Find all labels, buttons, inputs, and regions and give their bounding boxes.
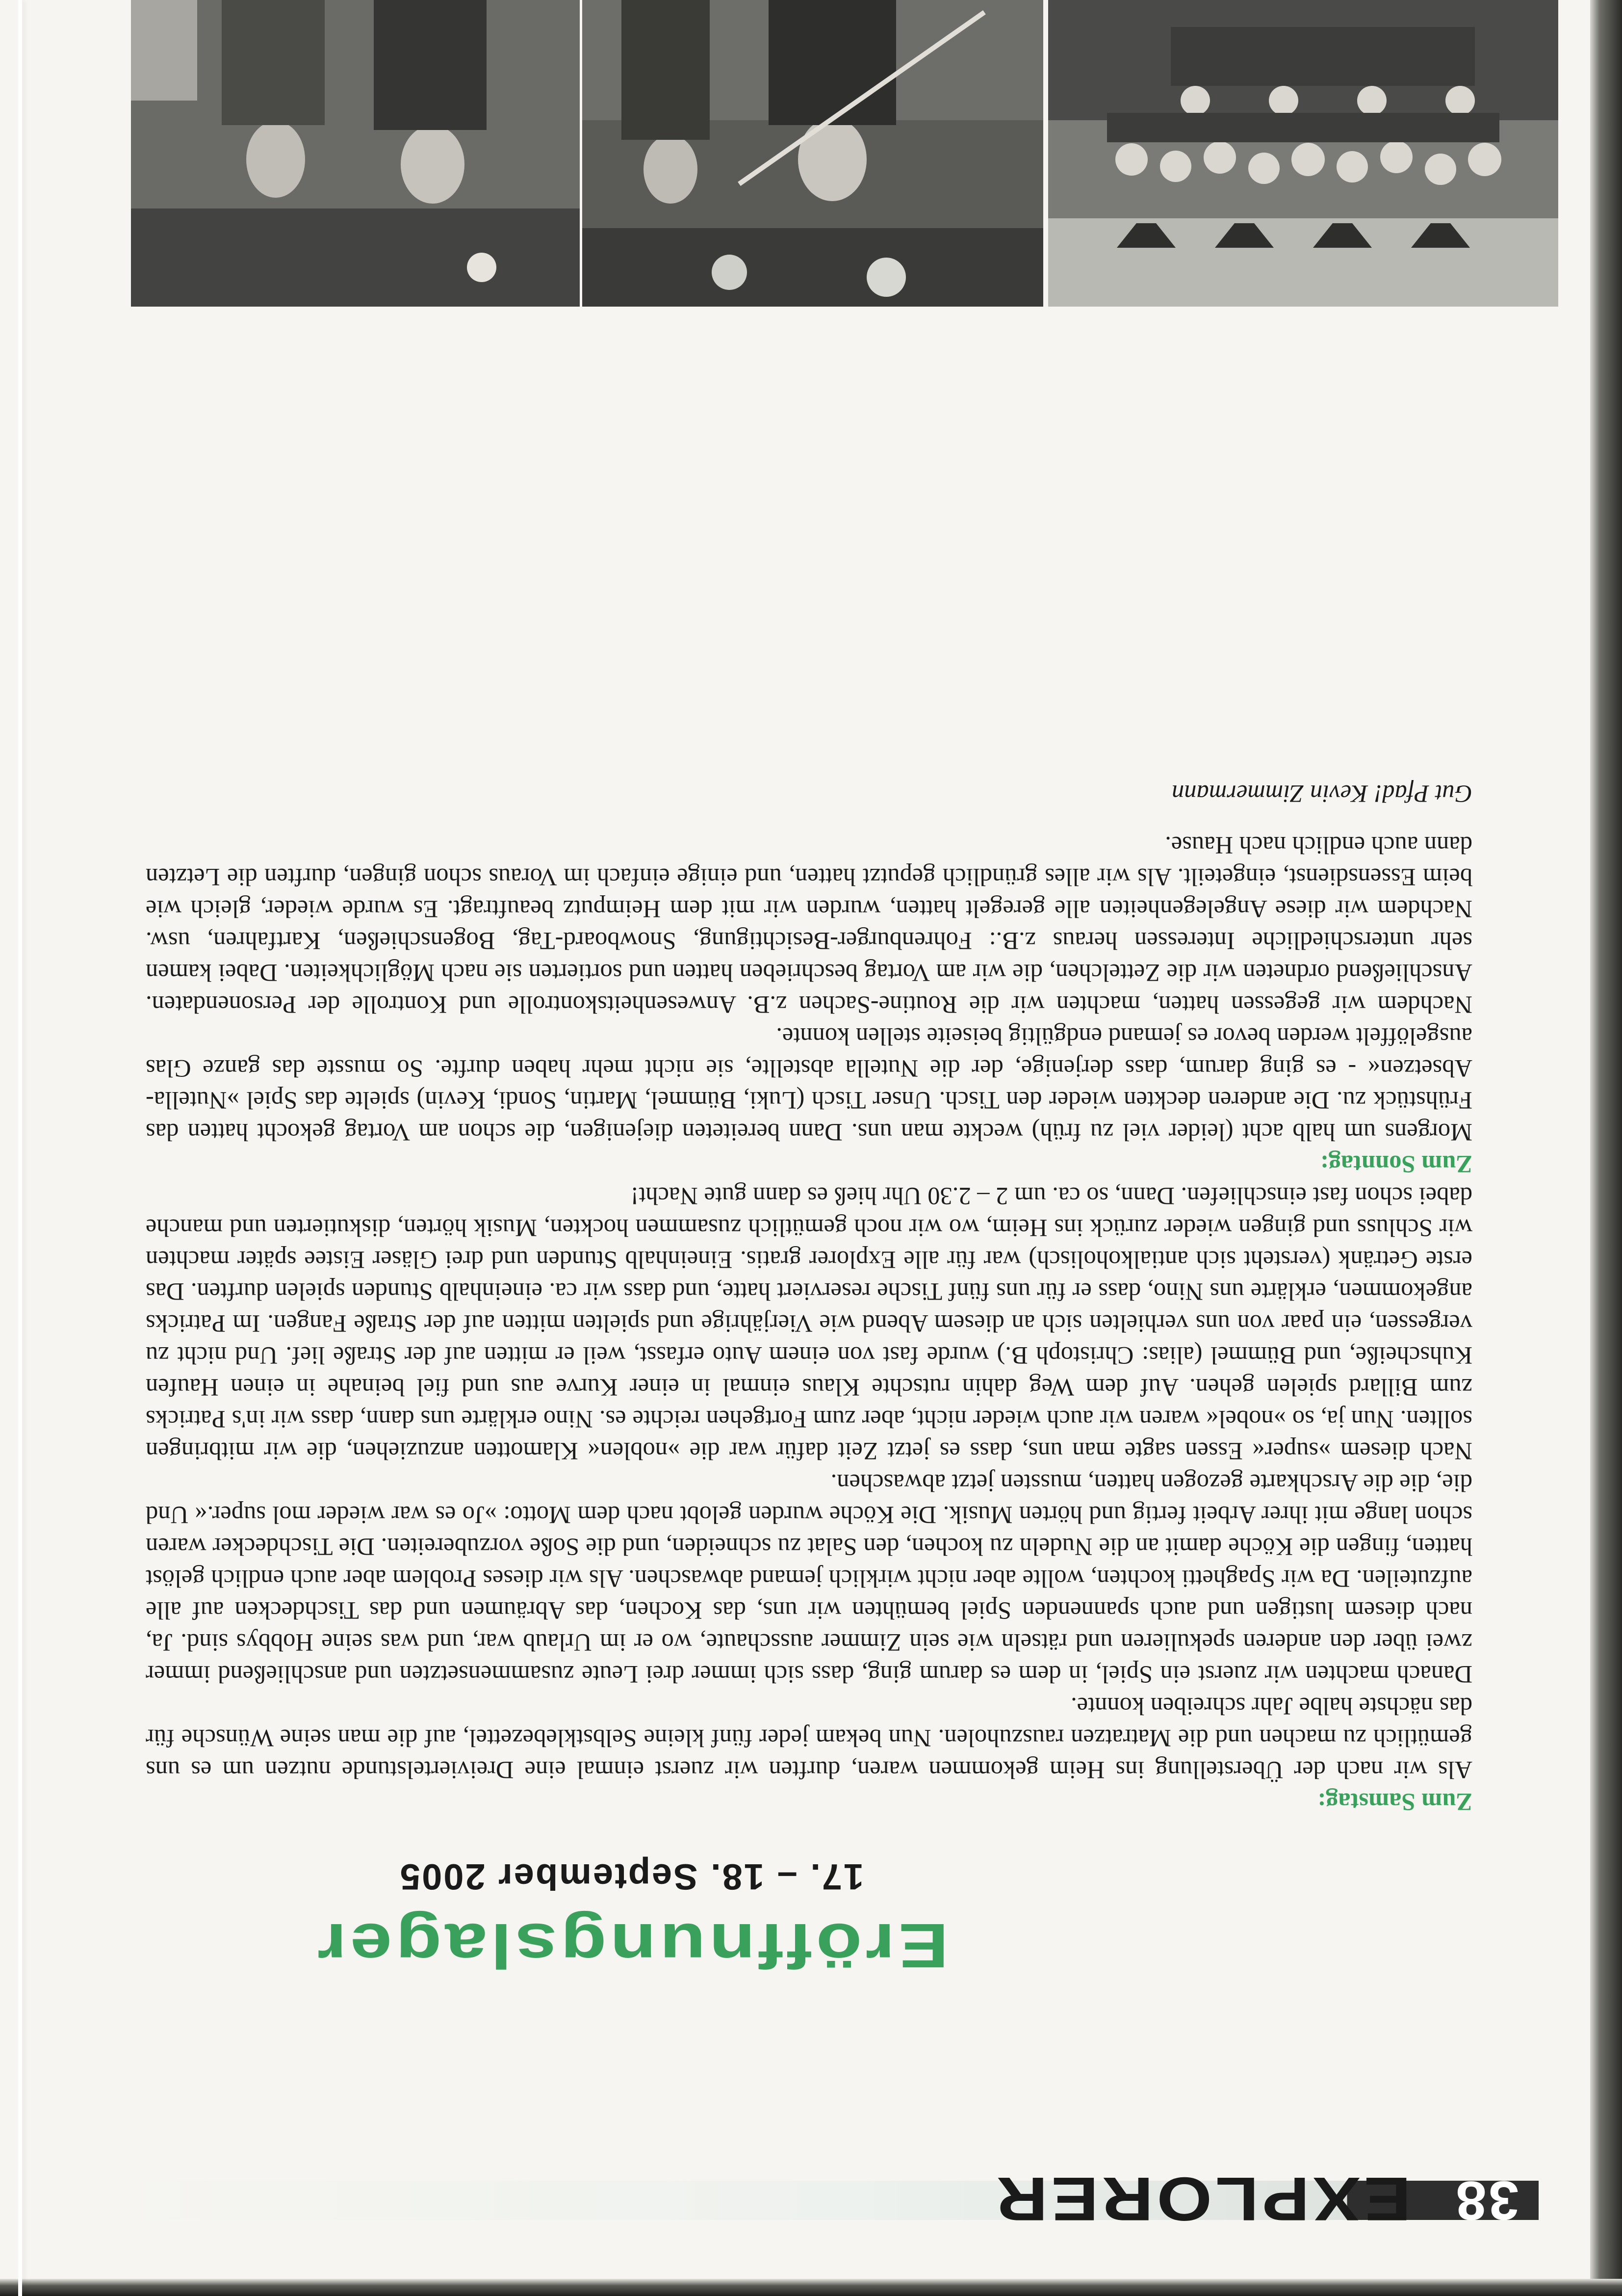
signature: Gut Pfad! Kevin Zimmermann	[1172, 780, 1472, 808]
section-heading: Zum Samstag:	[1317, 1788, 1472, 1816]
paragraph: Danach machten wir zuerst ein Spiel, in dem es darum ging, dass sich immer drei Leute zusammensetzten und anschließend immer zwei über den anderen spekulieren und rätseln wie sein Zimmer ausschaute, wo er im Urlaub war, und was seine Hobbys sind. Ja, nach diesem lustigen und auch spannenden Spiel bemühten wir uns, das Kochen, das Abräumen und das Tischdecken auf alle aufzuteilen. Da wir Spaghetti kochten, wollte aber nicht wirklich jemand abwaschen. Als wir dieses Problem aber auch endlich gelöst hatten, fingen die Köche damit an die Nudeln zu kochen, den Salat zu schneiden, und die Soße vorzubereiten. Die Tischdecker waren schon lange mit ihrer Arbeit fertig und hörten Musik. Die Köche wurden gelobt nach dem Motto: »Jo es war wieder mol super.« Und die, die die Arschkarte gezogen hatten, mussten jetzt abwaschen.	[146, 1469, 1472, 1688]
article-date: 17. – 18. September 2005	[398, 1856, 864, 1897]
paragraph: Nachdem wir gegessen hatten, machten wir die Routine-Sachen z.B. Anwesenheitskontrolle und Kontrolle der Personendaten. Anschließend ordneten wir die Zettelchen, die wir am Vortag beschrieben hatten und sortierten sie nach Möglichkeiten. Dabei kamen sehr unterschiedliche Interessen heraus z.B.: Fohrenburger-Besichtigung, Snowboard-Tag, Bogenschießen, Kartfahren, usw. Nachdem wir diese Angelegenheiten alle geregelt hatten, wurden wir mit dem Heimputz beauftragt. Es wurde wieder, gleich wie beim Essensdienst, eingeteilt. Als wir alles gründlich geputzt hatten, und einige einfach im Voraus schon gingen, durften die Letzten dann auch endlich nach Hause.	[146, 832, 1472, 1018]
book-spine-shadow	[1590, 0, 1622, 2296]
paragraph: Nach diesem »super« Essen sagte man uns, dass es jetzt Zeit dafür war die »noblen« Klamotten anzuziehen, die wir mitbringen sollten. Nun ja, so »nobel« waren wir auch wieder nicht, aber zum Fortgehen reichte es. Nino erklärte uns dann, dass wir in's Patricks zum Billard spielen gehen. Auf dem Weg dahin rutschte Klaus einmal in einer Kurve aus und fiel beinahe in einen Haufen Kuhscheiße, und Bümmel (alias: Christoph B.) wurde fast von einem Auto erfasst, weil er mitten auf der Straße lief. Und nicht zu vergessen, ein paar von uns verhielten sich an diesem Abend wie Vierjährige und spielten mitten auf der Straße Fangen. Im Patricks angekommen, erklärte uns Nino, dass er für uns fünf Tische reserviert hatte, und dass wir ca. eineinhalb Stunden spielen durften. Das erste Getränk (versteht sich antialkoholisch) war für alle Explorer gratis. Eineinhalb Stunden und drei Gläser Eistee später machten wir Schluss und gingen wieder zurück ins Heim, wo wir noch gemütlich zusammen hockten, Musik hörten, diskutierten und manche dabei schon fast einschliefen. Dann, so ca. um 2 – 2.30 Uhr hieß es dann gute Nacht!	[146, 1182, 1472, 1465]
paragraph: Als wir nach der Überstellung ins Heim gekommen waren, durften wir zuerst einmal eine Dreiviertelstunde nutzen um es uns gemütlich zu machen und die Matratzen rauszuholen. Nun bekam jeder fünf kleine Selbstklebezettel, auf die man seine Wünsche für das nächste halbe Jahr schreiben konnte.	[146, 1693, 1472, 1784]
paragraph: Morgens um halb acht (leider viel zu früh) weckte man uns. Dann bereiteten diejenigen, die schon am Vortag gekocht hatten das Frühstück zu. Die anderen deckten wieder den Tisch. Unser Tisch (Luki, Bümmel, Martin, Sondi, Kevin) spielte das Spiel »Nutella-Absetzen« - es ging darum, dass derjenige, der die Nutella abstellte, sie nicht mehr haben durfte. So musste das ganze Glas ausgelöffelt werden bevor es jemand endgültig beiseite stellen konnte.	[146, 1023, 1472, 1146]
page-margin	[18, 0, 22, 2296]
section-name: EXPLORER	[993, 2165, 1411, 2234]
page-number: 38	[1454, 2170, 1519, 2231]
article-title: Eröffnungslager	[313, 1910, 949, 1981]
article-body	[146, 778, 1472, 1818]
group-photo	[1048, 0, 1558, 307]
billiard-photo	[582, 0, 1043, 307]
scouts-photo	[131, 0, 580, 307]
page-edge-shadow	[0, 2279, 1622, 2296]
section-heading: Zum Sonntag:	[1320, 1150, 1472, 1178]
